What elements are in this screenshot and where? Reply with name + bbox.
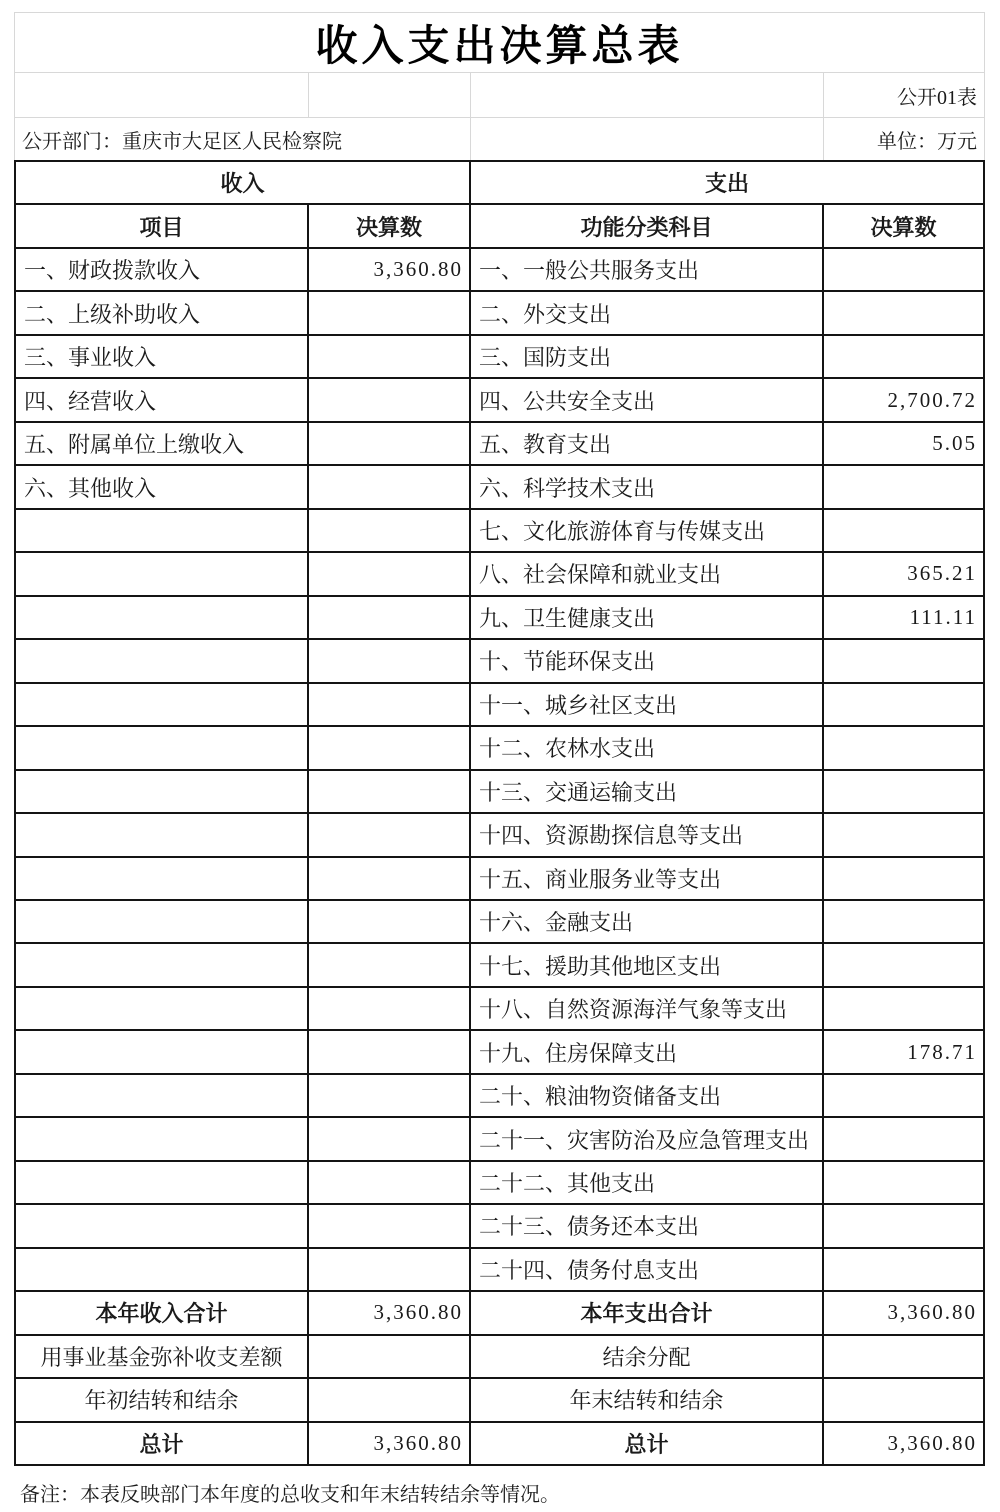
expense-value-cell	[824, 901, 983, 942]
income-item-cell	[16, 510, 307, 551]
income-item-cell	[16, 1205, 307, 1246]
income-item-cell	[16, 597, 307, 638]
empty-cell	[309, 73, 471, 117]
expense-section-header: 支出	[471, 162, 983, 203]
expense-value-cell: 111.11	[824, 597, 983, 638]
info-row-sheet-label	[15, 72, 984, 117]
worksheet	[14, 12, 985, 1466]
summary-expense-label-cell: 年末结转和结余	[471, 1379, 822, 1420]
empty-cell	[471, 118, 824, 160]
income-value-cell	[309, 771, 469, 812]
income-value-cell	[309, 1118, 469, 1159]
income-item-cell	[16, 684, 307, 725]
summary-income-label-cell: 用事业基金弥补收支差额	[16, 1336, 307, 1377]
empty-cell	[471, 73, 824, 117]
expense-item-cell: 四、公共安全支出	[471, 379, 822, 420]
expense-item-cell: 十六、金融支出	[471, 901, 822, 942]
expense-value-cell	[824, 858, 983, 899]
income-value-cell	[309, 1249, 469, 1290]
income-item-cell	[16, 553, 307, 594]
unit-label: 单位：万元	[877, 130, 977, 153]
income-value-cell	[309, 553, 469, 594]
expense-item-cell: 二十、粮油物资储备支出	[471, 1075, 822, 1116]
expense-value-cell: 5.05	[824, 423, 983, 464]
income-value-cell: 3,360.80	[309, 249, 469, 290]
summary-expense-label-cell: 本年支出合计	[471, 1292, 822, 1333]
expense-value-cell	[824, 944, 983, 985]
expense-item-cell: 二、外交支出	[471, 292, 822, 333]
income-value-cell	[309, 597, 469, 638]
income-item-cell: 四、经营收入	[16, 379, 307, 420]
income-section-header: 收入	[16, 162, 469, 203]
income-value-cell	[309, 901, 469, 942]
sheet-number-label: 公开01表	[897, 86, 977, 109]
expense-item-cell: 十八、自然资源海洋气象等支出	[471, 988, 822, 1029]
expense-value-cell	[824, 814, 983, 855]
income-item-cell	[16, 1118, 307, 1159]
expense-value-cell	[824, 292, 983, 333]
expense-item-cell: 二十三、债务还本支出	[471, 1205, 822, 1246]
expense-item-cell: 十九、住房保障支出	[471, 1031, 822, 1072]
income-item-cell	[16, 1162, 307, 1203]
expense-value-cell	[824, 510, 983, 551]
summary-expense-label-cell: 结余分配	[471, 1336, 822, 1377]
income-value-cell	[309, 640, 469, 681]
income-item-cell: 六、其他收入	[16, 466, 307, 507]
expense-value-cell	[824, 336, 983, 377]
income-value-cell	[309, 684, 469, 725]
summary-income-value-cell	[309, 1379, 469, 1420]
income-item-cell: 一、财政拨款收入	[16, 249, 307, 290]
summary-income-label-cell: 总计	[16, 1423, 307, 1464]
summary-expense-value-cell	[824, 1379, 983, 1420]
expense-item-cell: 九、卫生健康支出	[471, 597, 822, 638]
expense-value-cell	[824, 1075, 983, 1116]
income-value-cell	[309, 814, 469, 855]
expense-value-cell	[824, 1162, 983, 1203]
info-row-department	[15, 117, 984, 160]
income-item-cell	[16, 901, 307, 942]
expense-item-cell: 十五、商业服务业等支出	[471, 858, 822, 899]
income-item-cell	[16, 1031, 307, 1072]
expense-value-cell: 365.21	[824, 553, 983, 594]
income-item-cell	[16, 944, 307, 985]
income-item-cell	[16, 640, 307, 681]
expense-item-cell: 十四、资源勘探信息等支出	[471, 814, 822, 855]
income-item-cell: 二、上级补助收入	[16, 292, 307, 333]
income-value-cell	[309, 858, 469, 899]
expense-item-cell: 一、一般公共服务支出	[471, 249, 822, 290]
income-value-cell	[309, 1075, 469, 1116]
expense-item-cell: 十七、援助其他地区支出	[471, 944, 822, 985]
income-item-cell: 五、附属单位上缴收入	[16, 423, 307, 464]
col-header-income-item: 项目	[16, 205, 307, 246]
header-block	[14, 12, 985, 160]
expense-item-cell: 七、文化旅游体育与传媒支出	[471, 510, 822, 551]
empty-cell	[15, 73, 309, 117]
income-item-cell	[16, 771, 307, 812]
expense-value-cell: 178.71	[824, 1031, 983, 1072]
page-title: 收入支出决算总表	[315, 23, 684, 70]
expense-value-cell	[824, 727, 983, 768]
income-value-cell	[309, 336, 469, 377]
col-header-expense-value: 决算数	[824, 205, 983, 246]
expense-value-cell	[824, 1205, 983, 1246]
expense-value-cell	[824, 1118, 983, 1159]
expense-item-cell: 六、科学技术支出	[471, 466, 822, 507]
expense-value-cell	[824, 988, 983, 1029]
col-header-expense-item: 功能分类科目	[471, 205, 822, 246]
income-value-cell	[309, 1162, 469, 1203]
income-item-cell: 三、事业收入	[16, 336, 307, 377]
expense-item-cell: 十一、城乡社区支出	[471, 684, 822, 725]
expense-value-cell	[824, 1249, 983, 1290]
summary-income-value-cell	[309, 1336, 469, 1377]
expense-item-cell: 十二、农林水支出	[471, 727, 822, 768]
expense-item-cell: 二十四、债务付息支出	[471, 1249, 822, 1290]
expense-value-cell	[824, 466, 983, 507]
footnote: 备注：本表反映部门本年度的总收支和年末结转结余等情况。	[20, 1484, 560, 1506]
income-value-cell	[309, 423, 469, 464]
col-header-income-value: 决算数	[309, 205, 469, 246]
income-item-cell	[16, 814, 307, 855]
expense-item-cell: 二十二、其他支出	[471, 1162, 822, 1203]
income-item-cell	[16, 858, 307, 899]
income-item-cell	[16, 727, 307, 768]
expense-item-cell: 二十一、灾害防治及应急管理支出	[471, 1118, 822, 1159]
income-value-cell	[309, 292, 469, 333]
summary-income-label-cell: 本年收入合计	[16, 1292, 307, 1333]
expense-item-cell: 三、国防支出	[471, 336, 822, 377]
expense-value-cell	[824, 684, 983, 725]
expense-item-cell: 十三、交通运输支出	[471, 771, 822, 812]
expense-value-cell	[824, 771, 983, 812]
summary-income-value-cell: 3,360.80	[309, 1292, 469, 1333]
summary-income-label-cell: 年初结转和结余	[16, 1379, 307, 1420]
expense-value-cell	[824, 249, 983, 290]
expense-value-cell	[824, 640, 983, 681]
department-label: 公开部门：重庆市大足区人民检察院	[15, 118, 471, 160]
income-value-cell	[309, 379, 469, 420]
income-value-cell	[309, 727, 469, 768]
summary-expense-value-cell	[824, 1336, 983, 1377]
income-value-cell	[309, 944, 469, 985]
expense-value-cell: 2,700.72	[824, 379, 983, 420]
expense-item-cell: 十、节能环保支出	[471, 640, 822, 681]
income-value-cell	[309, 1031, 469, 1072]
income-item-cell	[16, 988, 307, 1029]
summary-expense-label-cell: 总计	[471, 1423, 822, 1464]
income-value-cell	[309, 988, 469, 1029]
expense-item-cell: 五、教育支出	[471, 423, 822, 464]
summary-expense-value-cell: 3,360.80	[824, 1292, 983, 1333]
summary-income-value-cell: 3,360.80	[309, 1423, 469, 1464]
income-value-cell	[309, 510, 469, 551]
income-item-cell	[16, 1249, 307, 1290]
summary-expense-value-cell: 3,360.80	[824, 1423, 983, 1464]
main-table	[14, 160, 985, 1466]
expense-item-cell: 八、社会保障和就业支出	[471, 553, 822, 594]
income-value-cell	[309, 466, 469, 507]
income-value-cell	[309, 1205, 469, 1246]
income-item-cell	[16, 1075, 307, 1116]
